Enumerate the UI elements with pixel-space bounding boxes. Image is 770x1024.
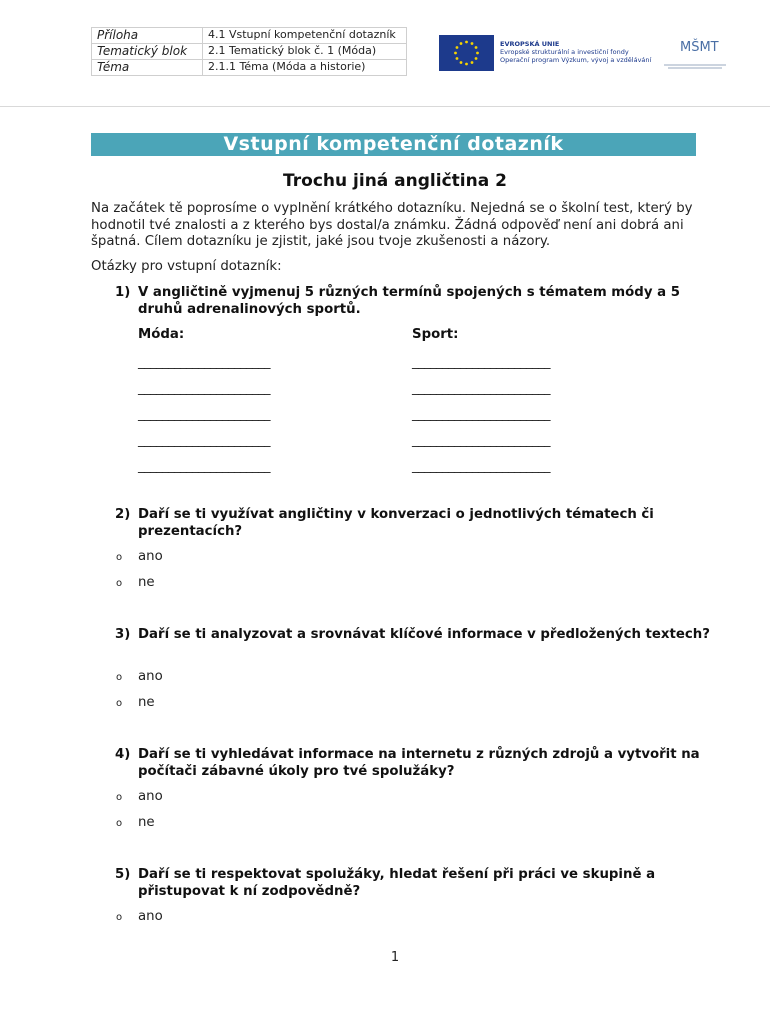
header-row — [92, 60, 407, 76]
bullet-icon: o — [116, 552, 123, 563]
bullet-icon: o — [116, 578, 123, 589]
header-value: 2.1 Tematický blok č. 1 (Móda) — [203, 44, 407, 60]
eu-logo-text — [500, 40, 651, 64]
page-title: Vstupní kompetenční dotazník — [91, 133, 696, 156]
option-ano[interactable] — [116, 789, 163, 804]
answer-line-moda-5[interactable]: ______________________ — [138, 459, 270, 474]
question-5 — [115, 866, 715, 900]
answer-line-sport-1[interactable]: _______________________ — [412, 355, 550, 370]
question-1 — [115, 284, 715, 318]
column-heading-moda: Móda: — [138, 327, 185, 342]
header-row — [92, 28, 407, 44]
eu-star-icon — [456, 46, 459, 49]
questions-label: Otázky pro vstupní dotazník: — [91, 259, 282, 274]
option-ano[interactable] — [116, 909, 163, 924]
answer-line-moda-2[interactable]: ______________________ — [138, 381, 270, 396]
header-row — [92, 44, 407, 60]
page-subtitle: Trochu jiná angličtina 2 — [283, 171, 507, 191]
answer-line-moda-4[interactable]: ______________________ — [138, 433, 270, 448]
option-label: ano — [138, 549, 163, 564]
eu-star-icon — [460, 42, 463, 45]
header-divider — [0, 106, 770, 107]
bullet-icon: o — [116, 698, 123, 709]
eu-star-icon — [471, 42, 474, 45]
question-3 — [115, 626, 715, 643]
eu-line: Evropské strukturální a investiční fondy — [500, 48, 629, 56]
question-number: 5) — [115, 867, 131, 882]
question-2 — [115, 506, 715, 540]
eu-star-icon — [476, 52, 479, 55]
question-number: 1) — [115, 285, 131, 300]
option-label: ano — [138, 789, 163, 804]
eu-star-icon — [465, 41, 468, 44]
question-number: 2) — [115, 507, 131, 522]
msmt-logo-text: MŠMT — [680, 40, 719, 55]
question-text: Daří se ti analyzovat a srovnávat klíčové informace v předložených textech? — [138, 627, 710, 642]
option-label: ano — [138, 669, 163, 684]
eu-line: EVROPSKÁ UNIE — [500, 40, 560, 48]
header-table — [91, 27, 407, 76]
column-heading-sport: Sport: — [412, 327, 459, 342]
eu-star-icon — [456, 57, 459, 60]
option-label: ne — [138, 815, 155, 830]
eu-star-icon — [471, 61, 474, 64]
eu-star-icon — [475, 46, 478, 49]
header-value: 4.1 Vstupní kompetenční dotazník — [203, 28, 407, 44]
option-ne[interactable] — [116, 575, 155, 590]
bullet-icon: o — [116, 672, 123, 683]
answer-line-sport-2[interactable]: _______________________ — [412, 381, 550, 396]
answer-line-sport-5[interactable]: _______________________ — [412, 459, 550, 474]
option-label: ano — [138, 909, 163, 924]
header-label: Příloha — [92, 28, 203, 44]
msmt-logo — [660, 35, 730, 71]
answer-line-sport-4[interactable]: _______________________ — [412, 433, 550, 448]
bullet-icon: o — [116, 912, 123, 923]
eu-star-icon — [475, 57, 478, 60]
intro-paragraph: Na začátek tě poprosíme o vyplnění krátkého dotazníku. Nejedná se o školní test, který by hodnotil tvé znalosti a z kterého bys dostal/a známku. Žádná odpověď není ani dobrá ani špatná. Cílem dotazníku je zjistit, jaké jsou tvoje zkušenosti a názory. — [91, 201, 693, 249]
eu-star-icon — [460, 61, 463, 64]
question-number: 3) — [115, 627, 131, 642]
eu-line: Operační program Výzkum, vývoj a vzdělávání — [500, 56, 652, 64]
option-label: ne — [138, 695, 155, 710]
option-ano[interactable] — [116, 669, 163, 684]
header-label: Tematický blok — [92, 44, 203, 60]
question-text: Daří se ti respektovat spolužáky, hledat řešení při práci ve skupině a přistupovat k ní zodpovědně? — [138, 867, 656, 899]
eu-star-icon — [454, 52, 457, 55]
question-4 — [115, 746, 715, 780]
question-text: V angličtině vyjmenuj 5 různých termínů spojených s tématem módy a 5 druhů adrenalinových sportů. — [138, 285, 680, 317]
header-label: Téma — [92, 60, 203, 76]
answer-line-sport-3[interactable]: _______________________ — [412, 407, 550, 422]
option-ano[interactable] — [116, 549, 163, 564]
answer-line-moda-1[interactable]: ______________________ — [138, 355, 270, 370]
question-text: Daří se ti vyhledávat informace na internetu z různých zdrojů a vytvořit na počítači zábavné úkoly pro tvé spolužáky? — [138, 747, 700, 779]
answer-line-moda-3[interactable]: ______________________ — [138, 407, 270, 422]
eu-star-icon — [465, 63, 468, 66]
page-number: 1 — [390, 950, 400, 965]
eu-flag-logo — [439, 35, 494, 71]
option-label: ne — [138, 575, 155, 590]
bullet-icon: o — [116, 792, 123, 803]
header-value: 2.1.1 Téma (Móda a historie) — [203, 60, 407, 76]
question-text: Daří se ti využívat angličtiny v konverzaci o jednotlivých tématech či prezentacích? — [138, 507, 654, 539]
question-number: 4) — [115, 747, 131, 762]
bullet-icon: o — [116, 818, 123, 829]
option-ne[interactable] — [116, 695, 155, 710]
option-ne[interactable] — [116, 815, 155, 830]
